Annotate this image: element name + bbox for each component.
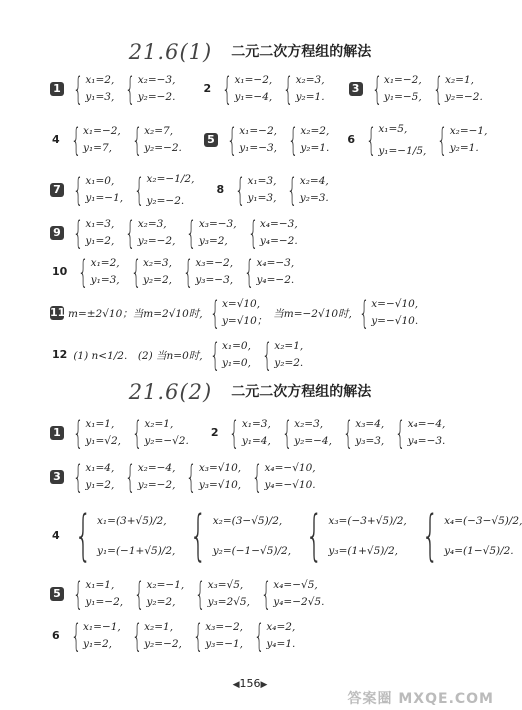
solution-line: y₃=2√5, bbox=[207, 596, 250, 608]
solution-system: { x₁=0, y₁=−1, bbox=[73, 171, 124, 209]
question-number: 9 bbox=[50, 226, 64, 240]
solution-system: { x₂=3, y₂=−4, bbox=[281, 414, 332, 452]
solution-system: { x₂=(3−√5)/2, y₂=(−1−√5)/2, bbox=[189, 504, 292, 567]
solution-line: y₁=4, bbox=[241, 435, 271, 447]
question-number: 11 bbox=[50, 306, 66, 319]
solution-line: y₁=3, bbox=[85, 91, 115, 103]
solution-system: { x=√10, y=√10； bbox=[209, 294, 268, 332]
solution-system: { x=−√10, y=−√10. bbox=[358, 294, 419, 332]
solution-line: y₁=−4, bbox=[234, 91, 273, 103]
solution-system: { x₂=1, y₂=−2. bbox=[432, 70, 483, 108]
question-number: 5 bbox=[204, 133, 218, 147]
solution-line: x₁=5, bbox=[378, 123, 408, 135]
question-number: 10 bbox=[52, 265, 68, 278]
solution-line: y₂=3. bbox=[299, 192, 329, 204]
solution-line: y₂=−2, bbox=[137, 235, 176, 247]
solution-line: y₂=−2. bbox=[144, 142, 182, 154]
solution-line: y₂=−√2. bbox=[144, 435, 189, 447]
answer-text: 当m=−2√10时, bbox=[273, 307, 352, 320]
solution-system: { x₂=3, y₂=1. bbox=[283, 70, 325, 108]
solution-system: { x₂=−1, y₂=1. bbox=[437, 121, 488, 159]
solution-system: { x₂=1, y₂=2. bbox=[262, 336, 304, 374]
solution-line: y₃=√10, bbox=[198, 479, 242, 491]
solution-system: { x₁=−2, y₁=7, bbox=[70, 121, 121, 159]
solution-system: { x₃=√10, y₃=√10, bbox=[186, 458, 242, 496]
solution-system: { x₄=−3, y₄=−2. bbox=[244, 253, 295, 291]
solution-system: { x₄=−4, y₄=−3. bbox=[395, 414, 446, 452]
question-number: 7 bbox=[50, 183, 64, 197]
solution-line: x₂=7, bbox=[144, 125, 174, 137]
solution-system: { x₃=−3, y₃=2, bbox=[186, 214, 237, 252]
solution-line: y₂=1. bbox=[300, 142, 330, 154]
solution-system: { x₂=4, y₂=3. bbox=[287, 171, 329, 209]
solution-system: { x₁=−1, y₁=2, bbox=[70, 617, 121, 655]
solution-line: x₂=−1, bbox=[146, 579, 185, 591]
solution-line: x₃=−2, bbox=[195, 257, 234, 269]
solution-line: x₁=3, bbox=[241, 418, 271, 430]
solution-line: y₁=7, bbox=[83, 142, 112, 154]
question-number: 6 bbox=[52, 629, 60, 642]
question-number: 2 bbox=[210, 426, 219, 439]
solution-line: x₁=−1, bbox=[83, 621, 121, 633]
solution-system: { x₃=(−3+√5)/2, y₃=(1+√5)/2, bbox=[305, 504, 407, 567]
solution-line: x₄=−3, bbox=[259, 218, 298, 230]
solution-line: y₁=2, bbox=[85, 479, 115, 491]
solution-line: y₄=(1−√5)/2. bbox=[444, 545, 514, 557]
answer-row bbox=[50, 460, 492, 494]
solution-line: x₁=4, bbox=[85, 462, 115, 474]
solution-line: x₁=1, bbox=[85, 418, 115, 430]
solution-line: y₂=−4, bbox=[294, 435, 332, 447]
solution-line: x=√10, bbox=[221, 298, 261, 310]
solution-line: y₁=(−1+√5)/2, bbox=[97, 545, 176, 557]
solution-line: y₂=−2. bbox=[146, 195, 185, 207]
solution-line: y₁=−2, bbox=[85, 596, 124, 608]
solution-system: { x₁=(3+√5)/2, y₁=(−1+√5)/2, bbox=[74, 504, 176, 567]
solution-system: { x₄=(−3−√5)/2, y₄=(1−√5)/2. bbox=[421, 504, 522, 567]
solution-system: { x₂=−1/2, y₂=−2. bbox=[129, 168, 194, 212]
solution-line: x₂=−3, bbox=[137, 74, 176, 86]
answer-text: m=±2√10；当m=2√10时, bbox=[68, 307, 203, 320]
solution-line: x₂=−1, bbox=[449, 125, 488, 137]
question-number: 3 bbox=[50, 470, 64, 484]
solution-line: x₂=4, bbox=[299, 175, 329, 187]
solution-line: x₄=−√5, bbox=[273, 579, 318, 591]
solution-line: y₁=0, bbox=[221, 357, 251, 369]
solution-line: x₁=−2, bbox=[239, 125, 277, 137]
section-1-number: 21.6(1) bbox=[128, 40, 213, 64]
solution-line: x=−√10, bbox=[371, 298, 419, 310]
solution-line: y₂=1. bbox=[449, 142, 479, 154]
solution-line: x₂=3, bbox=[143, 257, 172, 269]
solution-line: y₁=√2, bbox=[85, 435, 122, 447]
answer-text: (1) n<1/2. (2) 当n=0时, bbox=[73, 349, 203, 362]
solution-line: x₂=3, bbox=[137, 218, 167, 230]
solution-line: x₂=1, bbox=[144, 621, 174, 633]
answer-row bbox=[50, 296, 492, 330]
solution-line: y₂=2, bbox=[146, 596, 176, 608]
section-1-header bbox=[0, 40, 500, 66]
right-arrow-icon: ▶ bbox=[260, 680, 268, 690]
solution-system: { x₁=3, y₁=2, bbox=[73, 214, 115, 252]
solution-line: y=√10； bbox=[221, 315, 268, 327]
solution-line: x₂=−4, bbox=[137, 462, 176, 474]
solution-line: y₂=−2, bbox=[137, 479, 176, 491]
solution-line: x₄=−3, bbox=[256, 257, 295, 269]
answer-row bbox=[50, 255, 492, 289]
solution-system: { x₃=−2, y₃=−3, bbox=[183, 253, 234, 291]
solution-line: y₃=2, bbox=[198, 235, 228, 247]
solution-line: x₁=0, bbox=[85, 175, 115, 187]
solution-line: x₁=−2, bbox=[234, 74, 273, 86]
solution-line: x₁=1, bbox=[85, 579, 115, 591]
question-number: 5 bbox=[50, 587, 64, 601]
page-number: 156 bbox=[239, 677, 261, 690]
solution-system: { x₄=2, y₄=1. bbox=[254, 617, 296, 655]
solution-line: x₁=3, bbox=[247, 175, 277, 187]
solution-line: x₁=2, bbox=[90, 257, 120, 269]
answer-row bbox=[50, 577, 492, 611]
solution-line: y₄=−2√5. bbox=[273, 596, 325, 608]
solution-line: x₄=2, bbox=[266, 621, 296, 633]
solution-line: x₄=(−3−√5)/2, bbox=[444, 515, 522, 527]
answer-row bbox=[50, 72, 492, 106]
section-2-title: 二元二次方程组的解法 bbox=[231, 384, 372, 400]
solution-system: { x₁=3, y₁=4, bbox=[229, 414, 271, 452]
solution-line: x₃=√5, bbox=[207, 579, 244, 591]
solution-line: y₃=−3, bbox=[195, 274, 234, 286]
question-number: 3 bbox=[349, 82, 363, 96]
question-number: 1 bbox=[50, 426, 64, 440]
solution-system: { x₁=3, y₁=3, bbox=[235, 171, 277, 209]
answer-row bbox=[50, 416, 492, 450]
solution-system: { x₄=−3, y₄=−2. bbox=[247, 214, 298, 252]
solution-line: x₃=4, bbox=[355, 418, 385, 430]
solution-line: y₂=(−1−√5)/2, bbox=[212, 545, 292, 557]
solution-line: y₁=−5, bbox=[383, 91, 422, 103]
solution-line: y₃=−1, bbox=[205, 638, 244, 650]
solution-line: y₄=−3. bbox=[407, 435, 446, 447]
solution-line: x₂=1, bbox=[274, 340, 304, 352]
solution-line: x₃=√10, bbox=[198, 462, 242, 474]
solution-system: { x₃=−2, y₃=−1, bbox=[192, 617, 244, 655]
question-number: 6 bbox=[347, 133, 355, 146]
solution-line: y=−√10. bbox=[371, 315, 419, 327]
solution-line: x₃=−3, bbox=[198, 218, 237, 230]
solution-line: x₁=2, bbox=[85, 74, 115, 86]
solution-line: x₂=1, bbox=[445, 74, 474, 86]
solution-system: { x₂=3, y₂=−2, bbox=[125, 214, 176, 252]
question-number: 2 bbox=[203, 82, 212, 95]
solution-line: y₂=−2. bbox=[137, 91, 176, 103]
solution-line: y₂=2. bbox=[274, 357, 304, 369]
solution-line: y₁=−1/5, bbox=[378, 145, 427, 157]
solution-line: x₂=2, bbox=[300, 125, 330, 137]
solution-system: { x₁=5, y₁=−1/5, bbox=[361, 118, 426, 162]
watermark: 答案圈 MXQE.COM bbox=[347, 691, 494, 707]
solution-line: y₃=(1+√5)/2, bbox=[328, 545, 398, 557]
solution-system: { x₂=1, y₂=−√2. bbox=[132, 414, 189, 452]
solution-system: { x₂=−3, y₂=−2. bbox=[125, 70, 176, 108]
question-number: 12 bbox=[52, 348, 68, 361]
solution-system: { x₃=√5, y₃=2√5, bbox=[195, 575, 250, 613]
solution-line: y₄=−2. bbox=[256, 274, 295, 286]
solution-line: y₄=−2. bbox=[259, 235, 298, 247]
solution-line: x₄=−4, bbox=[407, 418, 446, 430]
section-2-number: 21.6(2) bbox=[128, 380, 213, 404]
solution-system: { x₂=−1, y₂=2, bbox=[134, 575, 185, 613]
solution-system: { x₄=−√5, y₄=−2√5. bbox=[261, 575, 325, 613]
section-2-header bbox=[0, 380, 500, 406]
answer-row bbox=[50, 118, 492, 162]
solution-line: x₁=−2, bbox=[383, 74, 422, 86]
solution-system: { x₁=2, y₁=3, bbox=[78, 253, 120, 291]
solution-line: y₁=2, bbox=[83, 638, 112, 650]
solution-line: x₃=−2, bbox=[205, 621, 243, 633]
solution-line: y₁=−1, bbox=[85, 192, 124, 204]
solution-system: { x₁=0, y₁=0, bbox=[209, 336, 251, 374]
solution-system: { x₂=7, y₂=−2. bbox=[131, 121, 182, 159]
solution-line: y₃=3, bbox=[355, 435, 385, 447]
solution-system: { x₁=2, y₁=3, bbox=[73, 70, 115, 108]
solution-system: { x₄=−√10, y₄=−√10. bbox=[252, 458, 316, 496]
solution-system: { x₁=4, y₁=2, bbox=[73, 458, 115, 496]
solution-system: { x₁=−2, y₁=−5, bbox=[371, 70, 422, 108]
answer-row bbox=[50, 216, 492, 250]
solution-line: x₁=(3+√5)/2, bbox=[97, 515, 167, 527]
question-number: 4 bbox=[52, 529, 60, 542]
solution-line: x₄=−√10, bbox=[264, 462, 316, 474]
section-1-title: 二元二次方程组的解法 bbox=[231, 44, 372, 60]
solution-line: x₁=0, bbox=[221, 340, 251, 352]
solution-system: { x₁=1, y₁=−2, bbox=[73, 575, 124, 613]
solution-line: x₃=(−3+√5)/2, bbox=[328, 515, 407, 527]
question-number: 4 bbox=[52, 133, 60, 146]
solution-line: y₁=2, bbox=[85, 235, 115, 247]
solution-system: { x₂=3, y₂=2, bbox=[130, 253, 172, 291]
question-number: 1 bbox=[50, 82, 64, 96]
solution-line: y₂=−2. bbox=[445, 91, 483, 103]
solution-line: y₁=−3, bbox=[239, 142, 278, 154]
solution-line: x₁=−2, bbox=[83, 125, 121, 137]
solution-system: { x₁=−2, y₁=−3, bbox=[226, 121, 278, 159]
solution-system: { x₂=1, y₂=−2, bbox=[131, 617, 182, 655]
solution-line: x₂=3, bbox=[294, 418, 324, 430]
solution-line: y₁=3, bbox=[247, 192, 277, 204]
solution-line: y₂=1. bbox=[295, 91, 325, 103]
solution-system: { x₂=2, y₂=1. bbox=[288, 121, 330, 159]
solution-line: y₄=−√10. bbox=[264, 479, 316, 491]
solution-system: { x₁=1, y₁=√2, bbox=[73, 414, 122, 452]
left-arrow-icon: ◀ bbox=[232, 680, 240, 690]
solution-line: y₂=2, bbox=[143, 274, 172, 286]
answer-row bbox=[50, 168, 492, 212]
question-number: 8 bbox=[216, 183, 225, 196]
solution-system: { x₃=4, y₃=3, bbox=[343, 414, 385, 452]
solution-line: y₄=1. bbox=[266, 638, 296, 650]
solution-line: x₂=−1/2, bbox=[146, 173, 195, 185]
answer-row bbox=[50, 619, 492, 653]
solution-line: x₂=3, bbox=[295, 74, 325, 86]
solution-line: y₁=3, bbox=[90, 274, 120, 286]
solution-system: { x₁=−2, y₁=−4, bbox=[222, 70, 273, 108]
solution-line: x₁=3, bbox=[85, 218, 115, 230]
answer-row bbox=[50, 504, 522, 567]
solution-system: { x₂=−4, y₂=−2, bbox=[125, 458, 176, 496]
solution-line: x₂=1, bbox=[144, 418, 174, 430]
answer-row bbox=[50, 338, 492, 372]
solution-line: x₂=(3−√5)/2, bbox=[212, 515, 283, 527]
solution-line: y₂=−2, bbox=[144, 638, 182, 650]
